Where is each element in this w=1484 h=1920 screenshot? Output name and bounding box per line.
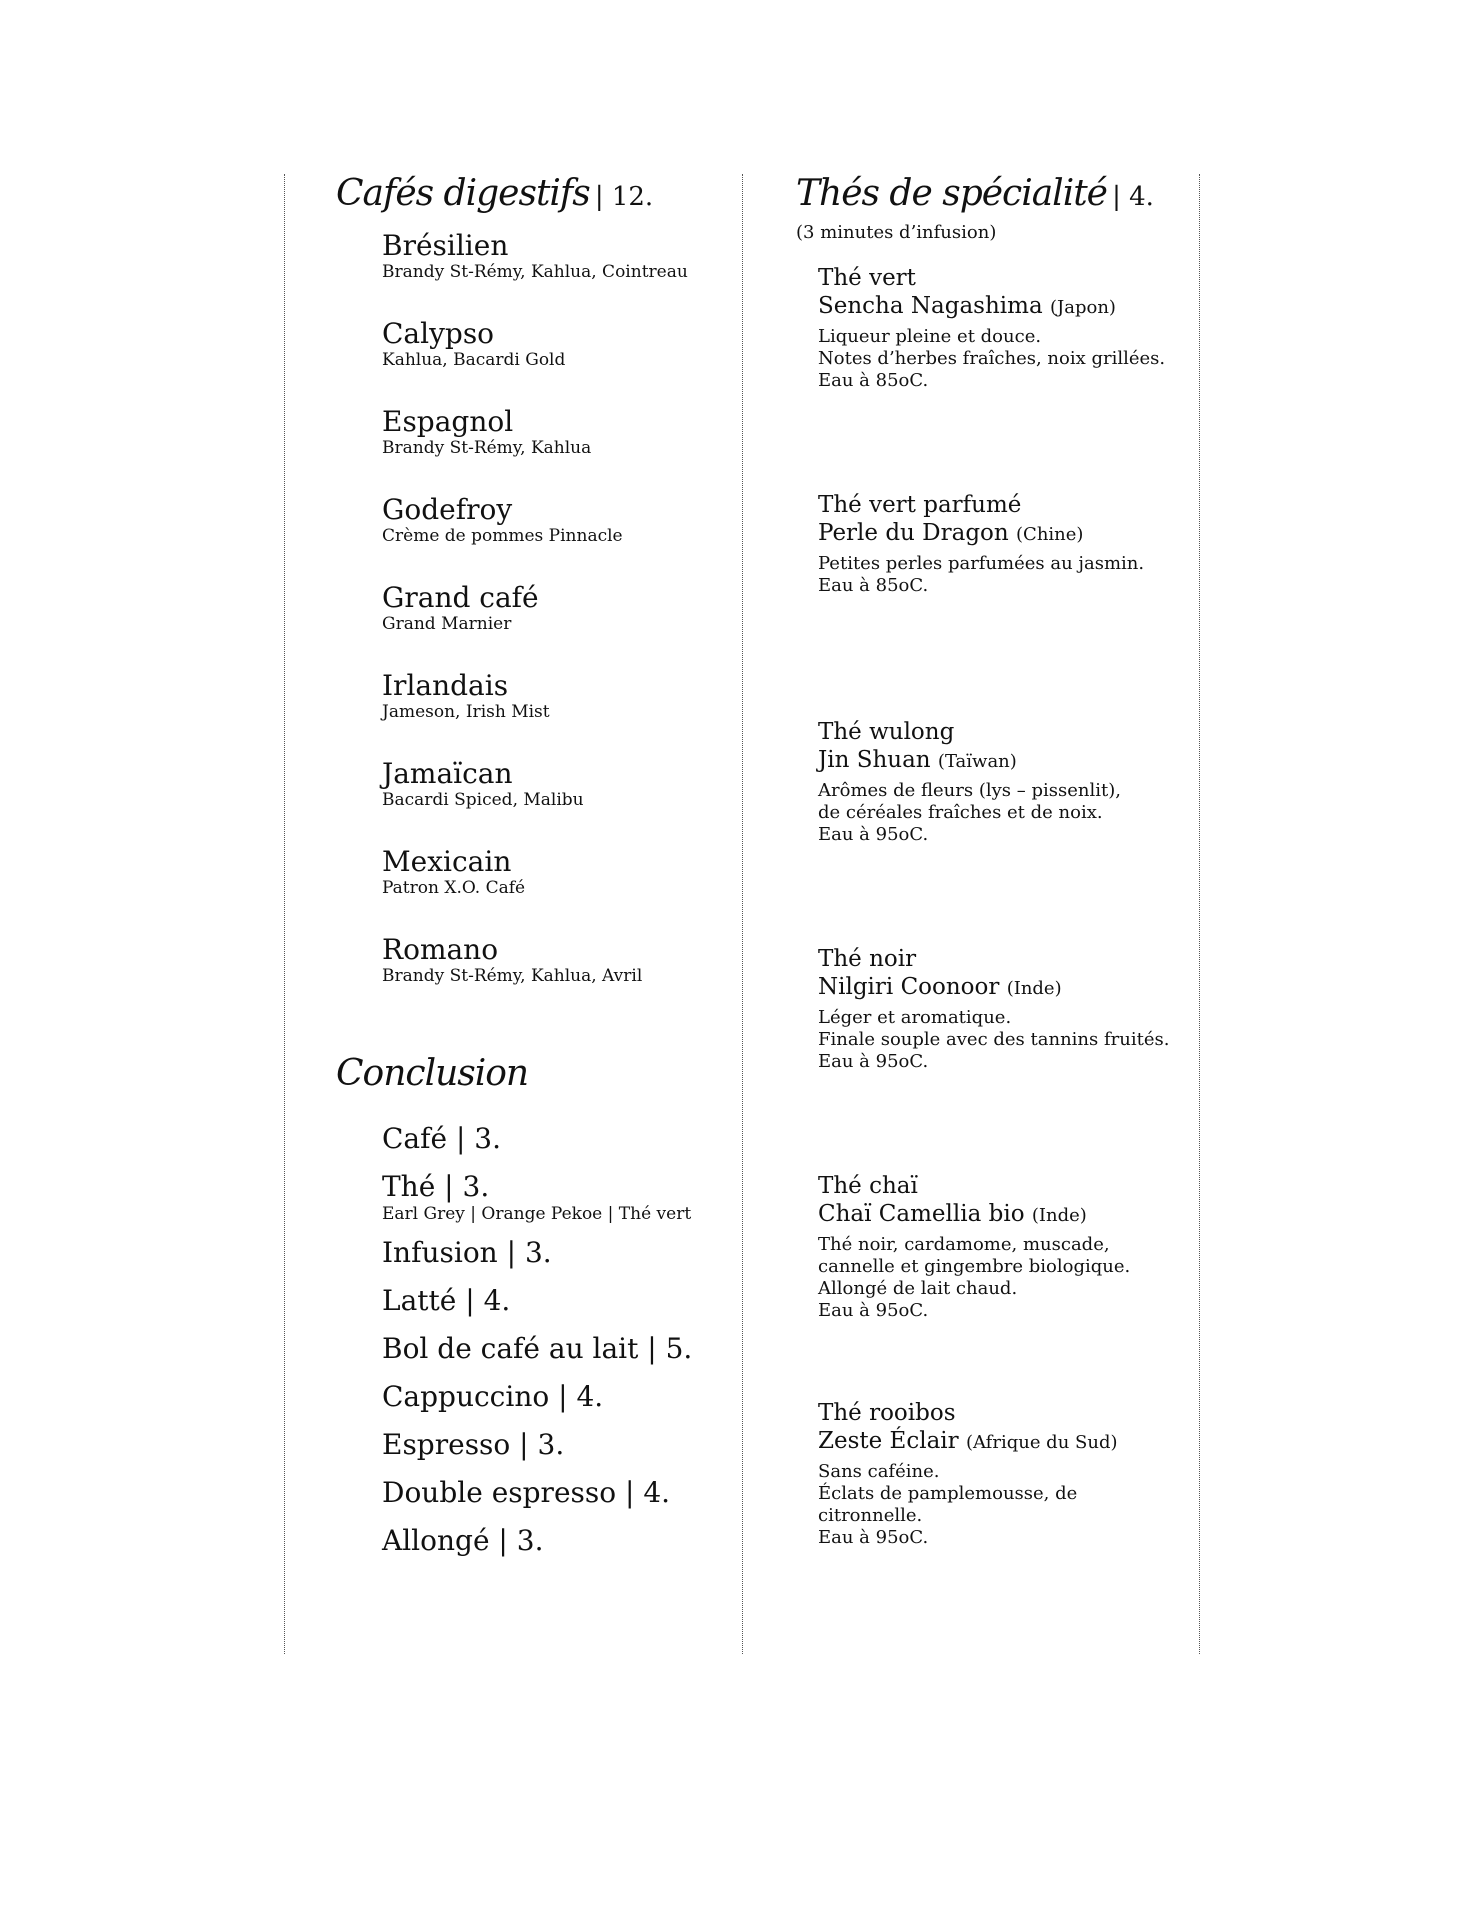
digestif-desc: Bacardi Spiced, Malibu: [382, 790, 584, 810]
tea-notes: [818, 1234, 1196, 1322]
tea-name-line: [818, 519, 1196, 549]
digestifs-title: Cafés digestifs: [336, 173, 590, 214]
digestif-desc: Grand Marnier: [382, 614, 512, 634]
tea-note: Thé noir, cardamome, muscade,: [818, 1234, 1110, 1255]
tea-notes: [818, 553, 1196, 597]
conclusion-item: Allongé | 3.: [382, 1524, 544, 1557]
digestif-name: Romano: [382, 933, 499, 966]
tea-note: Eau à 85oC.: [818, 370, 929, 391]
list-item: [818, 1172, 1196, 1399]
tea-notes: [818, 1007, 1196, 1073]
digestif-name: Calypso: [382, 317, 495, 350]
tea-notes: [818, 1461, 1196, 1549]
tea-note: Léger et aromatique.: [818, 1007, 1012, 1028]
conclusion-title: Conclusion: [336, 1053, 529, 1094]
tea-origin: (Chine): [1016, 524, 1084, 545]
divider-right: [1199, 174, 1200, 1654]
digestif-desc: Kahlua, Bacardi Gold: [382, 350, 566, 370]
tea-type: Thé wulong: [818, 719, 955, 745]
list-item: [818, 1399, 1196, 1626]
digestif-name: Espagnol: [382, 405, 514, 438]
tea-origin: (Japon): [1049, 297, 1116, 318]
digestif-name: Brésilien: [382, 229, 509, 262]
tea-note: citronnelle.: [818, 1505, 923, 1526]
tea-notes: [818, 326, 1196, 392]
tea-name-line: [818, 1200, 1196, 1230]
tea-origin: (Afrique du Sud): [965, 1432, 1118, 1453]
tea-note: Éclats de pamplemousse, de: [818, 1483, 1078, 1504]
tea-origin: (Taïwan): [937, 751, 1017, 772]
tea-note: Eau à 95oC.: [818, 1051, 929, 1072]
right-column: [796, 170, 1196, 1626]
digestif-name: Jamaïcan: [382, 757, 513, 790]
digestif-desc: Patron X.O. Café: [382, 878, 526, 898]
list-item: [382, 582, 736, 670]
tea-note: Arômes de fleurs (lys – pissenlit),: [818, 780, 1121, 801]
digestif-name: Mexicain: [382, 845, 512, 878]
tea-name-line: [818, 1427, 1196, 1457]
tea-note: Notes d’herbes fraîches, noix grillées.: [818, 348, 1166, 369]
tea-origin: (Inde): [1006, 978, 1062, 999]
tea-name-line: [818, 973, 1196, 1003]
digestif-name: Irlandais: [382, 669, 509, 702]
digestif-desc: Crème de pommes Pinnacle: [382, 526, 623, 546]
list-item: [382, 934, 736, 1022]
conclusion-item: Espresso | 3.: [382, 1428, 565, 1461]
tea-note: Eau à 95oC.: [818, 1300, 929, 1321]
digestif-desc: Jameson, Irish Mist: [382, 702, 550, 722]
list-item: [382, 406, 736, 494]
teas-heading: [796, 170, 1196, 224]
tea-name: Sencha Nagashima: [818, 293, 1043, 319]
digestifs-price: | 12.: [594, 182, 654, 212]
tea-note: de céréales fraîches et de noix.: [818, 802, 1103, 823]
conclusion-heading: [336, 1050, 736, 1104]
divider-center: [742, 174, 743, 1654]
teas-list: [818, 264, 1196, 1626]
digestif-name: Grand café: [382, 581, 539, 614]
tea-note: Sans caféine.: [818, 1461, 940, 1482]
tea-note: Liqueur pleine et douce.: [818, 326, 1042, 347]
tea-type: Thé noir: [818, 946, 917, 972]
list-item: [382, 230, 736, 318]
tea-note: Allongé de lait chaud.: [818, 1278, 1018, 1299]
tea-note: Eau à 85oC.: [818, 575, 929, 596]
list-item: [818, 491, 1196, 718]
list-item: [382, 670, 736, 758]
digestif-desc: Brandy St-Rémy, Kahlua: [382, 438, 592, 458]
digestifs-heading: [336, 170, 736, 224]
tea-note: Eau à 95oC.: [818, 1527, 929, 1548]
conclusion-item: Thé | 3.: [382, 1170, 490, 1203]
tea-notes: [818, 780, 1196, 846]
list-item: [382, 318, 736, 406]
list-item: [382, 494, 736, 582]
list-item: [818, 718, 1196, 945]
tea-note: Finale souple avec des tannins fruités.: [818, 1029, 1170, 1050]
tea-note: cannelle et gingembre biologique.: [818, 1256, 1131, 1277]
tea-type: Thé rooibos: [818, 1400, 956, 1426]
tea-name-line: [818, 292, 1196, 322]
conclusion-item: Infusion | 3.: [382, 1236, 552, 1269]
conclusion-item: Bol de café au lait | 5.: [382, 1332, 693, 1365]
left-column: [336, 170, 736, 1572]
tea-name: Perle du Dragon: [818, 520, 1009, 546]
conclusion-list: [382, 1122, 736, 1558]
conclusion-item-sub: Earl Grey | Orange Pekoe | Thé vert: [382, 1204, 692, 1224]
tea-type: Thé vert parfumé: [818, 492, 1022, 518]
tea-note: Eau à 95oC.: [818, 824, 929, 845]
divider-left: [284, 174, 285, 1654]
infusion-note: (3 minutes d’infusion): [796, 222, 997, 243]
tea-name-line: [818, 746, 1196, 776]
digestif-desc: Brandy St-Rémy, Kahlua, Avril: [382, 966, 643, 986]
digestifs-list: [382, 230, 736, 1022]
tea-name: Chaï Camellia bio: [818, 1201, 1025, 1227]
tea-note: Petites perles parfumées au jasmin.: [818, 553, 1145, 574]
tea-origin: (Inde): [1031, 1205, 1087, 1226]
list-item: [818, 264, 1196, 491]
conclusion-item: Latté | 4.: [382, 1284, 511, 1317]
digestif-desc: Brandy St-Rémy, Kahlua, Cointreau: [382, 262, 688, 282]
tea-name: Nilgiri Coonoor: [818, 974, 1000, 1000]
tea-type: Thé chaï: [818, 1173, 918, 1199]
tea-type: Thé vert: [818, 265, 916, 291]
list-item: [382, 758, 736, 846]
conclusion-item: Cappuccino | 4.: [382, 1380, 604, 1413]
conclusion-item: Café | 3.: [382, 1122, 501, 1155]
list-item: [382, 846, 736, 934]
tea-name: Jin Shuan: [818, 747, 931, 773]
tea-name: Zeste Éclair: [818, 1428, 959, 1454]
conclusion-item: Double espresso | 4.: [382, 1476, 671, 1509]
list-item: [818, 945, 1196, 1172]
teas-title: Thés de spécialité: [796, 173, 1107, 214]
digestif-name: Godefroy: [382, 493, 513, 526]
teas-price: | 4.: [1112, 182, 1154, 212]
